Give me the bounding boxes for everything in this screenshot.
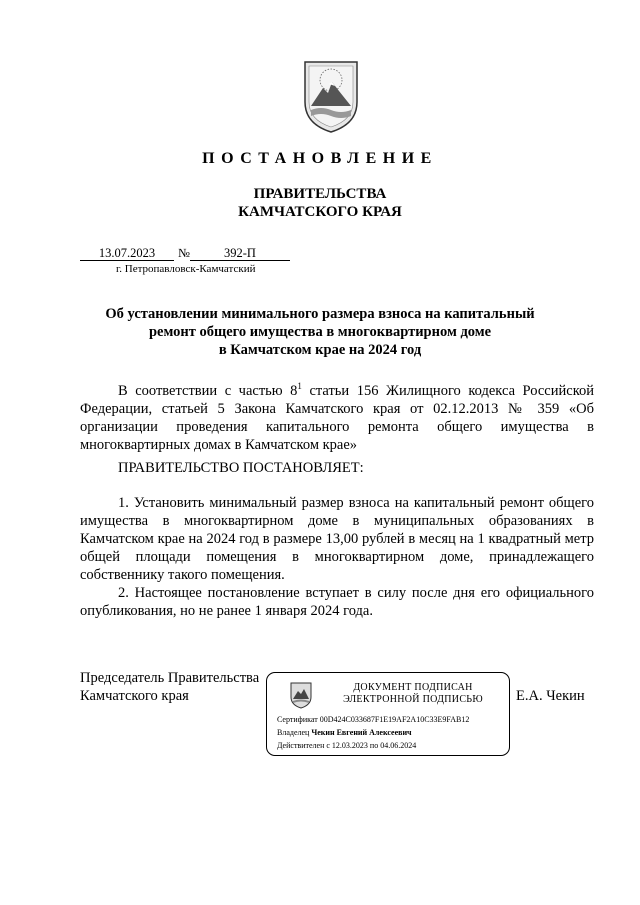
document-title-line-1: Об установлении минимального размера взноса на капитальный bbox=[105, 306, 535, 322]
stamp-owner-row bbox=[277, 728, 412, 737]
stamp-header-line-2: ЭЛЕКТРОННОЙ ПОДПИСЬЮ bbox=[343, 694, 483, 705]
coat-of-arms-small-icon bbox=[289, 681, 313, 709]
preamble bbox=[80, 377, 594, 454]
signer-position-line-1: Председатель Правительства bbox=[80, 670, 260, 686]
stamp-validity-row bbox=[277, 741, 416, 750]
organization-line-1: ПРАВИТЕЛЬСТВА bbox=[253, 186, 387, 202]
resolution-items bbox=[80, 494, 594, 620]
signer-name: Е.А. Чекин bbox=[516, 688, 585, 704]
document-type: ПОСТАНОВЛЕНИЕ bbox=[202, 150, 438, 167]
resolution-item-1: 1. Установить минимальный размер взноса на капитальный ремонт общего имущества в многоквартирном доме в муниципальных образованиях в Камчатском крае на 2024 год в размере 13,00 рублей в месяц на 1 квадратный метр общей площади помещения в многоквартирном доме, принадлежащего собственнику такого помещения. bbox=[80, 495, 594, 583]
registration-number-label: № bbox=[178, 246, 190, 260]
owner-value: Чекин Евгений Алексеевич bbox=[311, 728, 412, 737]
resolves-heading: ПРАВИТЕЛЬСТВО ПОСТАНОВЛЯЕТ: bbox=[118, 460, 364, 476]
preamble-part-1: В соответствии с частью 8 bbox=[118, 382, 298, 399]
certificate-label: Сертификат bbox=[277, 715, 318, 724]
valid-to-value: 04.06.2024 bbox=[380, 741, 417, 750]
stamp-certificate-row bbox=[277, 715, 469, 724]
document-title-line-3: в Камчатском крае на 2024 год bbox=[218, 342, 422, 358]
valid-to-label: по bbox=[369, 741, 379, 750]
preamble-superscript: 1 bbox=[297, 381, 302, 391]
resolution-item-2: 2. Настоящее постановление вступает в силу после дня его официального опубликования, но не ранее 1 января 2024 года. bbox=[80, 585, 594, 619]
city: г. Петропавловск-Камчатский bbox=[116, 263, 256, 275]
document-title-line-2: ремонт общего имущества в многоквартирном доме bbox=[148, 324, 492, 340]
certificate-value: 00D424C033687F1E19AF2A10C33E9FAB12 bbox=[319, 715, 470, 724]
organization-line-2: КАМЧАТСКОГО КРАЯ bbox=[238, 204, 402, 220]
stamp-header-line-1: ДОКУМЕНТ ПОДПИСАН bbox=[353, 682, 473, 693]
registration-line bbox=[80, 246, 290, 261]
signer-position-line-2: Камчатского края bbox=[80, 688, 189, 704]
valid-from-label: Действителен с bbox=[277, 741, 330, 750]
owner-label: Владелец bbox=[277, 728, 310, 737]
registration-date: 13.07.2023 bbox=[80, 246, 174, 261]
kamchatka-coat-of-arms-icon bbox=[301, 58, 361, 134]
registration-number: 392-П bbox=[190, 246, 290, 261]
valid-from-value: 12.03.2023 bbox=[331, 741, 368, 750]
electronic-signature-stamp bbox=[266, 672, 510, 756]
preamble-part-2: статьи 156 Жилищного кодекса Российской Федерации, статьей 5 Закона Камчатского края от 02.12.2013 № 359 «Об организации проведения капитального ремонта общего имущества в многоквартирных домах в Камчатском крае» bbox=[80, 382, 595, 453]
